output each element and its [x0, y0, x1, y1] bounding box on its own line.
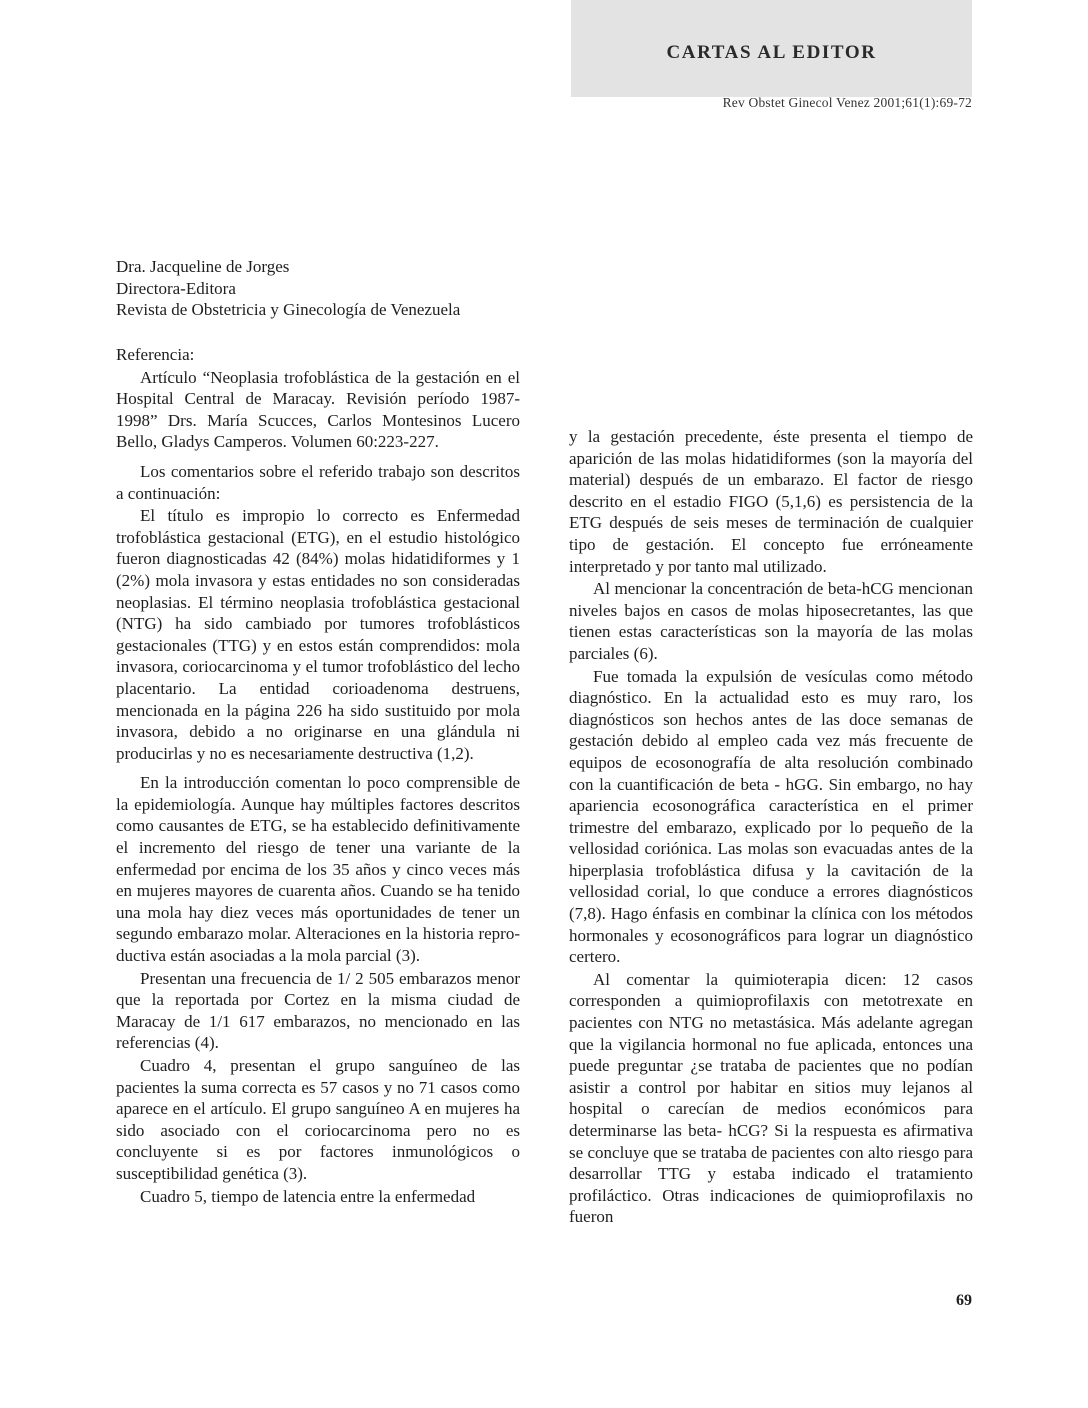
right-column [569, 426, 973, 1229]
paragraph-beta-hcg: Al mencionar la concentración de beta-hCG mencionan niveles bajos en casos de molas hiposecretantes, las que tienen estas características son la mayoría de las molas parciales (6). [569, 579, 973, 663]
reference-heading: Referencia: [116, 345, 195, 364]
paragraph-frequency: Presentan una frecuencia de 1/ 2 505 embarazos menor que la reportada por Cortez en la misma ciudad de Maracay de 1/1 617 embarazos, no mencionado en las referencias (4). [116, 968, 520, 1053]
paragraph-cuadro-4: Cuadro 4, presentan el grupo sanguíneo de las pacientes la suma correcta es 57 casos y no 71 casos como aparece en el artículo. El grupo sanguíneo A en mujeres ha sido asociado con el coriocarcinoma pero no es concluyente si es por factores inmunológicos o susceptibilidad genética (3). [116, 1056, 520, 1183]
section-header-box [571, 0, 972, 97]
paragraph-latency-continued: y la gestación precedente, éste presenta el tiempo de aparición de las molas hidatidiformes (son la mayoría del material) después de un embarazo. El factor de riesgo descrito en el estadio FIGO (5,1,6) es persistencia de la ETG después de seis meses de terminación de cualquier tipo de gestación. El concepto fue erróneamente interpretado y por tanto mal utilizado. [569, 427, 973, 576]
paragraph-diagnosis: Fue tomada la expulsión de vesículas como método diagnóstico. En la actualidad esto es muy raro, los diagnósticos son hechos antes de las doce semanas de gestación debido al empleo cada vez más frecuente de equipos de ecosonografía de alta resolución combinado con la cuantificación de beta - hGG. Sin embargo, no hay apariencia ecosonográfica característica en el primer trimestre del embarazo, explicado por lo pequeño de la vellosidad coriónica. Las molas son evacuadas antes de la hiperplasia trofoblástica difusa y la cavitación de la vellosidad corial, lo que conduce a errores diagnósticos (7,8). Hago énfasis en combinar la clínica con los métodos hormonales y ecosonográficos para lograr un diagnóstico certero. [569, 666, 973, 967]
paragraph-title-critique: El título es impropio lo correcto es Enfermedad trofoblástica gestacional (ETG), en el estudio histológico fueron diagnosticadas 42 (84%) molas hidatidiformes y 1 (2%) mola invasora y estas entidades no son consideradas neoplasias. El término neoplasia trofoblástica gestacional (NTG) ha sido cambiado por tumores trofoblásticos gestacionales (TTG) y en estos están comprendidos: mola invasora, coriocarcinoma y el tumor trofoblástico del lecho placentario. La entidad corioadenoma destruens, mencionada en la página 226 ha sido sustituido por mola invasora, debido a no originarse en una glándula ni producirlas y no es necesariamente destructiva (1,2). [116, 506, 520, 763]
paragraph-cuadro-5: Cuadro 5, tiempo de latencia entre la enfermedad [140, 1186, 476, 1206]
journal-citation: Rev Obstet Ginecol Venez 2001;61(1):69-72 [722, 95, 972, 110]
recipient-name: Dra. Jacqueline de Jorges [116, 257, 290, 276]
recipient-address [116, 256, 526, 321]
paragraph-epidemiology: En la introducción comentan lo poco comprensible de la epidemiología. Aunque hay múltiples factores descritos como causantes de ETG, se ha establecido definitivamente el incremento del riesgo de tener una variante de la enfermedad por encima de los 35 años y cinco veces más en mujeres mayores de cuarenta años. Cuando se ha tenido una mola hay diez veces más oportunidades de tener un segundo embarazo molar. Alteraciones en la historia reproductiva están asociadas a la mola parcial (3). [116, 773, 520, 966]
section-title: CARTAS AL EDITOR [666, 42, 877, 63]
left-column [116, 344, 520, 1208]
reference-article: Artículo “Neoplasia trofoblástica de la gestación en el Hospital Central de Maracay. Revisión período 1987-1998” Drs. María Scucces, Carlos Montesinos Lucero Bello, Gladys Camperos. Volumen 60:223-227. [116, 367, 520, 452]
recipient-journal: Revista de Obstetricia y Ginecología de Venezuela [116, 300, 461, 319]
paragraph-intro: Los comentarios sobre el referido trabajo son descritos a continuación: [116, 461, 520, 503]
recipient-title: Directora-Editora [116, 278, 236, 298]
page-number: 69 [956, 1292, 972, 1309]
paragraph-chemotherapy: Al comentar la quimioterapia dicen: 12 casos corresponden a quimioprofilaxis con metotrexate en pacientes con NTG no metastásica. Más adelante agregan que la vigilancia hormonal no fue aplicada, entonces una puede preguntar ¿se trataba de pacientes que no podían asistir a control por habitar en sitios muy lejanos al hospital o carecían de medios económicos para determinarse las beta- hCG? Si la respuesta es afirmativa se concluye que se trataba de pacientes con alto riesgo para desarrollar TTG y estaba indicado el tratamiento profiláctico. Otras indicaciones de quimioprofilaxis no fueron [569, 969, 973, 1227]
